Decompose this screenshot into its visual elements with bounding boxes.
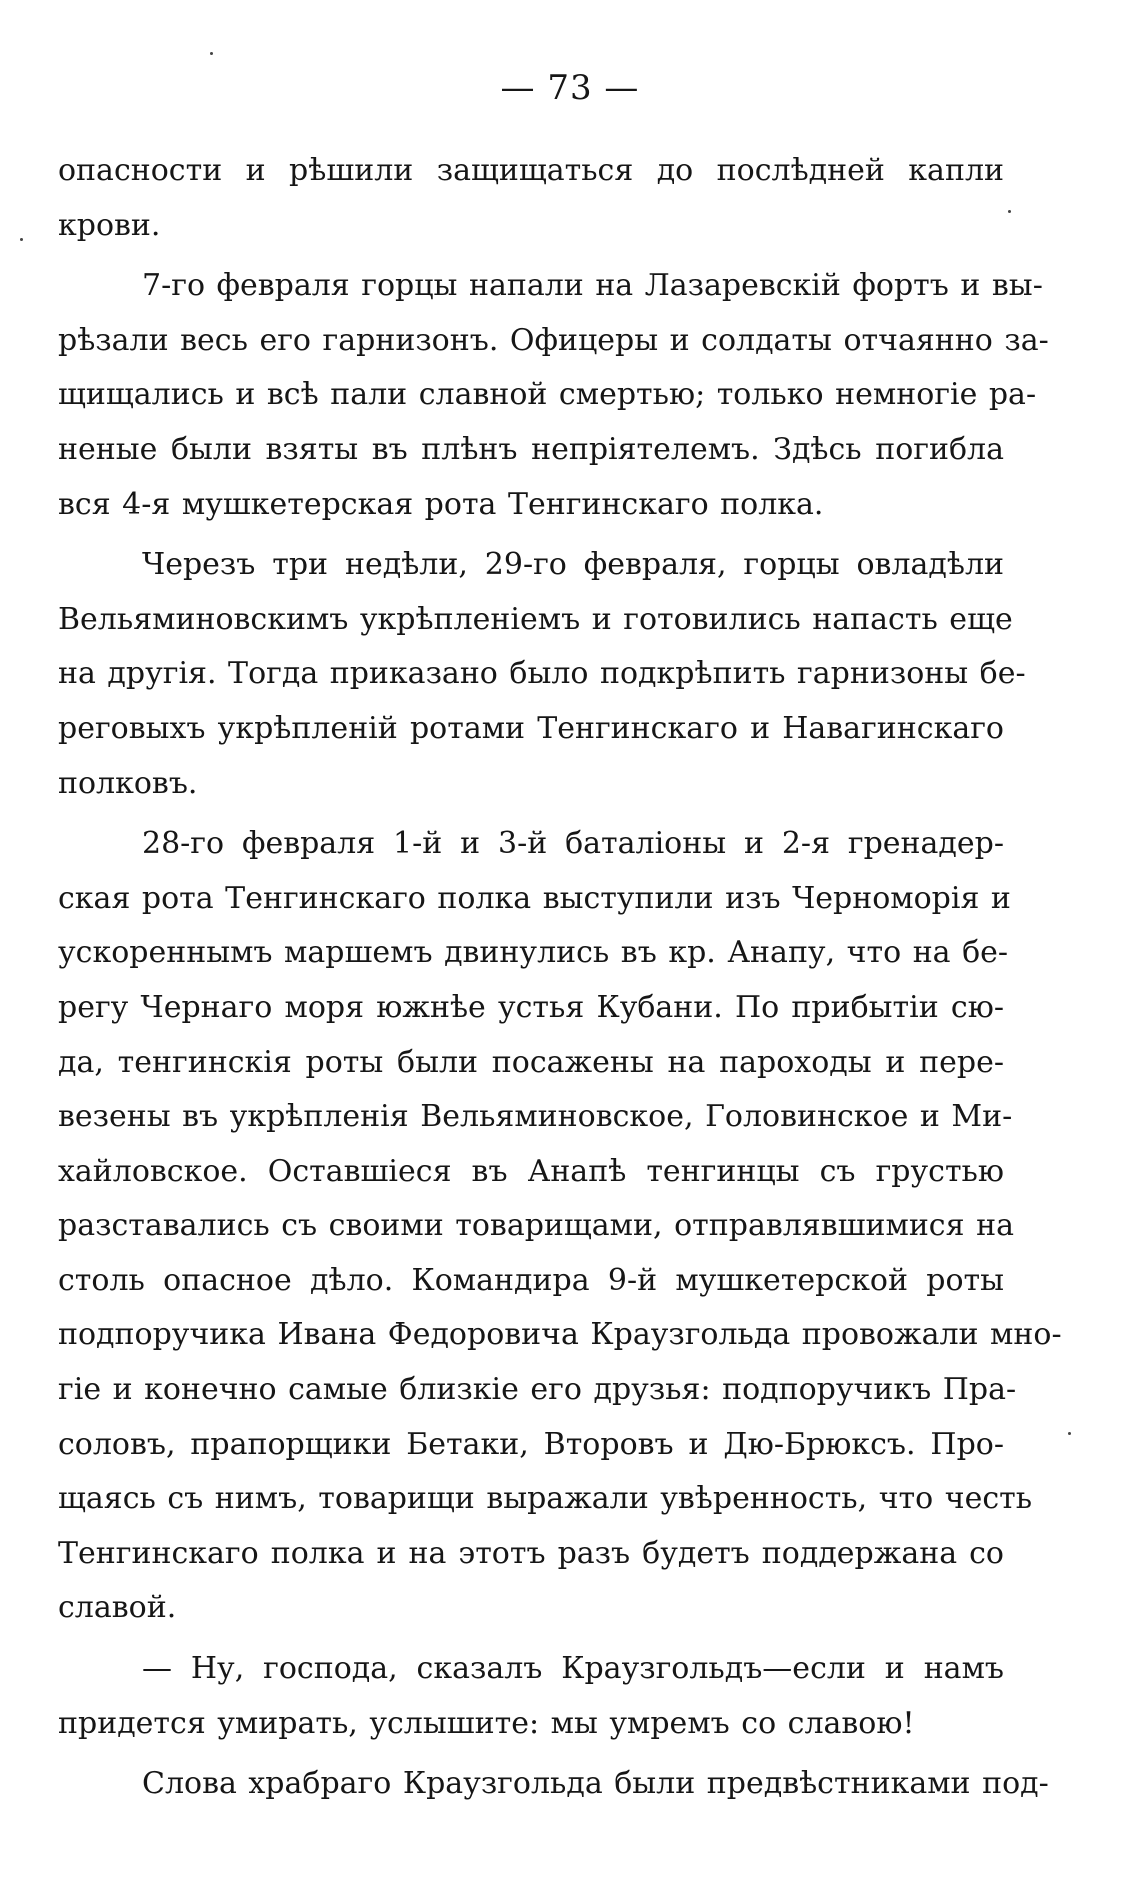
text-line: неные были взяты въ плѣнъ непріятелемъ. Здѣсь погибла xyxy=(58,431,1004,467)
text-line: придется умирать, услышите: мы умремъ со славою! xyxy=(58,1705,915,1741)
text-line: разставались съ своими товарищами, отправлявшимися на xyxy=(58,1208,1014,1244)
text-line: крови. xyxy=(58,207,161,243)
text-line: Черезъ три недѣли, 29-го февраля, горцы овладѣли xyxy=(142,547,1004,583)
text-line: ускореннымъ маршемъ двинулись въ кр. Анапу, что на бе- xyxy=(58,935,1009,971)
text-line: на другія. Тогда приказано было подкрѣпить гарнизоны бе- xyxy=(58,656,1026,692)
scan-speck xyxy=(1068,1432,1071,1435)
text-line: хайловское. Оставшіеся въ Анапѣ тенгинцы съ грустью xyxy=(58,1153,1004,1189)
text-line: везены въ укрѣпленія Вельяминовское, Головинское и Ми- xyxy=(58,1099,1013,1135)
text-line: Тенгинскаго полка и на этотъ разъ будетъ поддержана со xyxy=(58,1535,1004,1571)
text-line: опасности и рѣшили защищаться до послѣдней капли xyxy=(58,153,1004,188)
text-line: Вельяминовскимъ укрѣпленіемъ и готовились напасть еще xyxy=(58,601,1013,637)
text-line: щищались и всѣ пали славной смертью; только немногіе ра- xyxy=(58,377,1037,413)
text-line: Слова храбраго Краузгольда были предвѣстниками под- xyxy=(142,1766,1049,1802)
text-line: полковъ. xyxy=(58,765,198,801)
text-line: столь опасное дѣло. Командира 9-й мушкетерской роты xyxy=(58,1262,1004,1298)
text-line: да, тенгинскія роты были посажены на пароходы и пере- xyxy=(58,1044,1004,1080)
text-line: щаясь съ нимъ, товарищи выражали увѣренность, что честь xyxy=(58,1481,1033,1517)
text-line: 7-го февраля горцы напали на Лазаревскій фортъ и вы- xyxy=(142,268,1043,304)
text-line: вся 4-я мушкетерская рота Тенгинскаго полка. xyxy=(58,486,824,522)
body-text xyxy=(58,144,1062,1812)
text-line: — Ну, господа, сказалъ Краузгольдъ—если и намъ xyxy=(142,1651,1004,1687)
scan-speck xyxy=(210,52,213,55)
text-line: подпоручика Ивана Федоровича Краузгольда провожали мно- xyxy=(58,1317,1062,1353)
scan-speck xyxy=(1008,210,1011,213)
page-number: — 73 — xyxy=(500,68,640,108)
text-line: славой. xyxy=(58,1590,177,1626)
text-line: соловъ, прапорщики Бетаки, Второвъ и Дю-Брюксъ. Про- xyxy=(58,1426,1004,1462)
text-line: 28-го февраля 1-й и 3-й баталіоны и 2-я гренадер- xyxy=(142,826,1004,862)
text-line: ская рота Тенгинскаго полка выступили изъ Черноморія и xyxy=(58,880,1011,916)
scan-speck xyxy=(20,238,23,241)
text-line: реговыхъ укрѣпленій ротами Тенгинскаго и Навагинскаго xyxy=(58,710,1004,746)
text-line: регу Чернаго моря южнѣе устья Кубани. По прибытіи сю- xyxy=(58,989,1004,1025)
text-line: рѣзали весь его гарнизонъ. Офицеры и солдаты отчаянно за- xyxy=(58,322,1049,358)
text-line: гіе и конечно самые близкіе его друзья: подпоручикъ Пра- xyxy=(58,1372,1017,1408)
